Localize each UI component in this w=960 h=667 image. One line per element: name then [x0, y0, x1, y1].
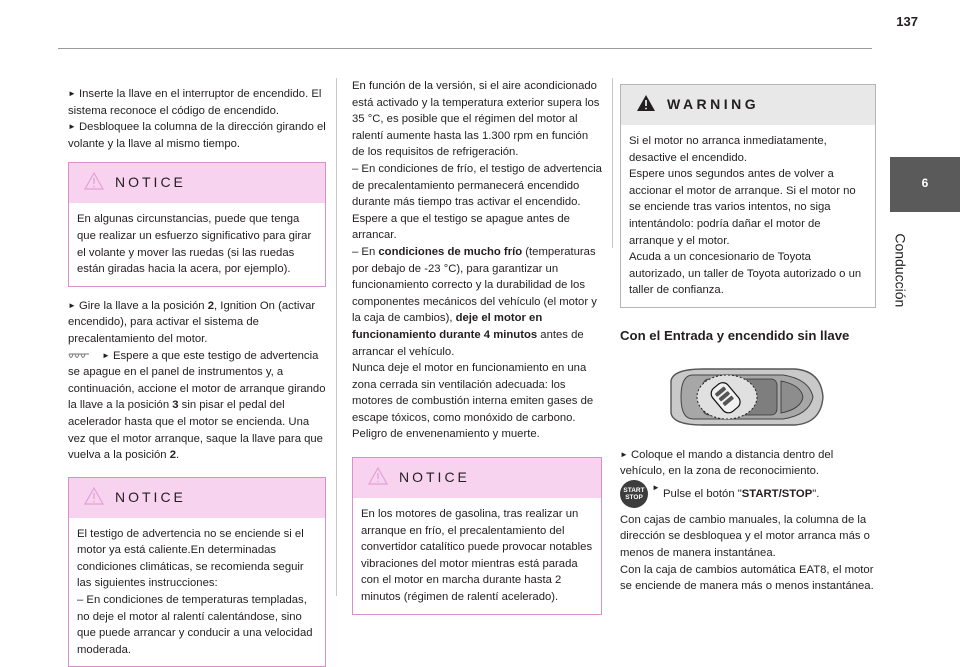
page-number: 137 — [896, 14, 918, 29]
instruction-text: Desbloquee la columna de la dirección girando el volante y la llave al mismo tiempo. — [68, 121, 326, 150]
chapter-number: 6 — [921, 176, 929, 190]
bullet-arrow-icon: ► — [68, 300, 76, 310]
instruction-wait-indicator: ► Espere a que este testigo de advertencia se apague en el panel de instrumentos y, a continuación, accione el motor de arranque girando la llave a la posición 3 sin pisar el pedal del acelerador hasta que el motor se encienda. Una vez que el motor arranque, saque la llave para que vuelva a la posición 2. — [68, 349, 326, 462]
bullet-arrow-icon: ► — [652, 482, 660, 492]
notice-label: NOTICE — [115, 488, 186, 505]
warning-triangle-icon — [84, 487, 104, 505]
warning-triangle-icon — [636, 94, 656, 112]
warning-text: Espere unos segundos antes de volver a accionar el motor de arranque. Si el motor no se enciende tras varios intentos, no siga intentándolo: podría dañar el motor de arranque y el motor. — [629, 168, 856, 247]
body-text: En función de la versión, si el aire acondicionado está activado y la temperatura exterior supera los 35 °C, es posible que el régimen del motor al ralentí aumente hasta las 1.300 rpm en función de los requisitos de refrigeración. — [352, 80, 600, 159]
instruction-text: Inserte la llave en el interruptor de encendido. El sistema reconoce el código de encendido. — [68, 88, 322, 117]
notice-box — [68, 162, 326, 286]
glow-plug-indicator-icon — [68, 352, 90, 362]
notice-text: – En condiciones de temperaturas templadas, no deje el motor al ralentí calentándose, sino que puede arrancar y conducir a una velocidad moderada. — [77, 594, 313, 656]
column-1 — [68, 86, 326, 667]
notice-text: En algunas circunstancias, puede que tenga que realizar un esfuerzo significativo para girar el volante y mover las ruedas (si las ruedas están giradas hacia la acera, por ejemplo). — [77, 213, 312, 276]
warning-label: WARNING — [667, 96, 760, 112]
instruction-place-remote: ► Coloque el mando a distancia dentro del vehículo, en la zona de reconocimiento. — [620, 448, 834, 478]
warning-triangle-icon — [84, 172, 104, 190]
keyless-car-illustration — [663, 361, 829, 433]
warning-triangle-icon — [368, 467, 388, 485]
body-text: – En condiciones de frío, el testigo de advertencia de precalentamiento permanecerá encendido durante más tiempo tras activar el encendido. Espere a que el testigo se apague antes de arrancar. — [352, 162, 602, 242]
instruction-insert-key — [68, 86, 326, 119]
bullet-arrow-icon: ► — [68, 122, 76, 132]
column-divider — [336, 78, 337, 596]
warning-header — [621, 85, 875, 125]
notice-box — [68, 477, 326, 667]
notice-header — [353, 458, 601, 498]
instruction-ignition-on: ► Gire la llave a la posición 2, Ignition On (activar encendido), para activar el sistema de precalentamiento del motor. — [68, 299, 316, 345]
bullet-arrow-icon: ► — [620, 449, 628, 459]
bullet-arrow-icon: ► — [68, 89, 76, 98]
column-divider — [612, 78, 613, 248]
notice-label: NOTICE — [115, 174, 186, 191]
notice-label: NOTICE — [399, 469, 470, 486]
notice-header — [69, 478, 325, 518]
body-text: Nunca deje el motor en funcionamiento en una zona cerrada sin ventilación adecuada: los motores de combustión interna emiten gases de escape tóxicos, como monóxido de carbono. Peligro de envenenamiento y muerte. — [352, 362, 594, 441]
notice-header — [69, 163, 325, 203]
body-text: Con cajas de cambio manuales, la columna de la dirección se desbloquea y el motor arranca más o menos de manera instantánea. — [620, 513, 870, 559]
bullet-arrow-icon: ► — [102, 350, 110, 360]
instruction-unlock-steering — [68, 119, 326, 152]
chapter-tab — [890, 157, 960, 212]
notice-text: En los motores de gasolina, tras realizar un arranque en frío, el precalentamiento del convertidor catalítico puede provocar notables vibraciones del motor mientras está parada con el motor en marcha durante hasta 2 minutos (régimen de ralentí acelerado). — [361, 508, 593, 604]
car-top-view-icon — [663, 361, 829, 433]
instruction-press-start: START STOP►Pulse el botón "START/STOP". — [620, 480, 876, 508]
column-3 — [620, 86, 876, 595]
column-2 — [352, 78, 602, 615]
header-rule — [58, 48, 872, 49]
notice-box — [352, 457, 602, 615]
start-stop-button-icon: START STOP — [620, 480, 648, 508]
notice-text: El testigo de advertencia no se enciende si el motor ya está caliente.En determinadas condiciones climáticas, se recomienda seguir las siguientes instrucciones: — [77, 527, 304, 590]
warning-text: Si el motor no arranca inmediatamente, desactive el encendido. — [629, 135, 827, 164]
chapter-title-vertical — [870, 218, 930, 308]
section-title: Con el Entrada y encendido sin llave — [620, 327, 850, 343]
chapter-title: Conducción — [892, 233, 909, 308]
warning-text: Acuda a un concesionario de Toyota autorizado, un taller de Toyota autorizado o un taller de confianza. — [629, 251, 862, 297]
body-text: Con la caja de cambios automática EAT8, el motor se enciende de manera más o menos instantánea. — [620, 563, 874, 593]
body-text: – En condiciones de mucho frío (temperaturas por debajo de -23 °C), para garantizar un funcionamiento correcto y la durabilidad de los componentes mecánicos del vehículo (el motor y la caja de cambios), deje el motor en funcionamiento durante 4 minutos antes de arrancar el vehículo. — [352, 245, 597, 358]
warning-box — [620, 84, 876, 308]
